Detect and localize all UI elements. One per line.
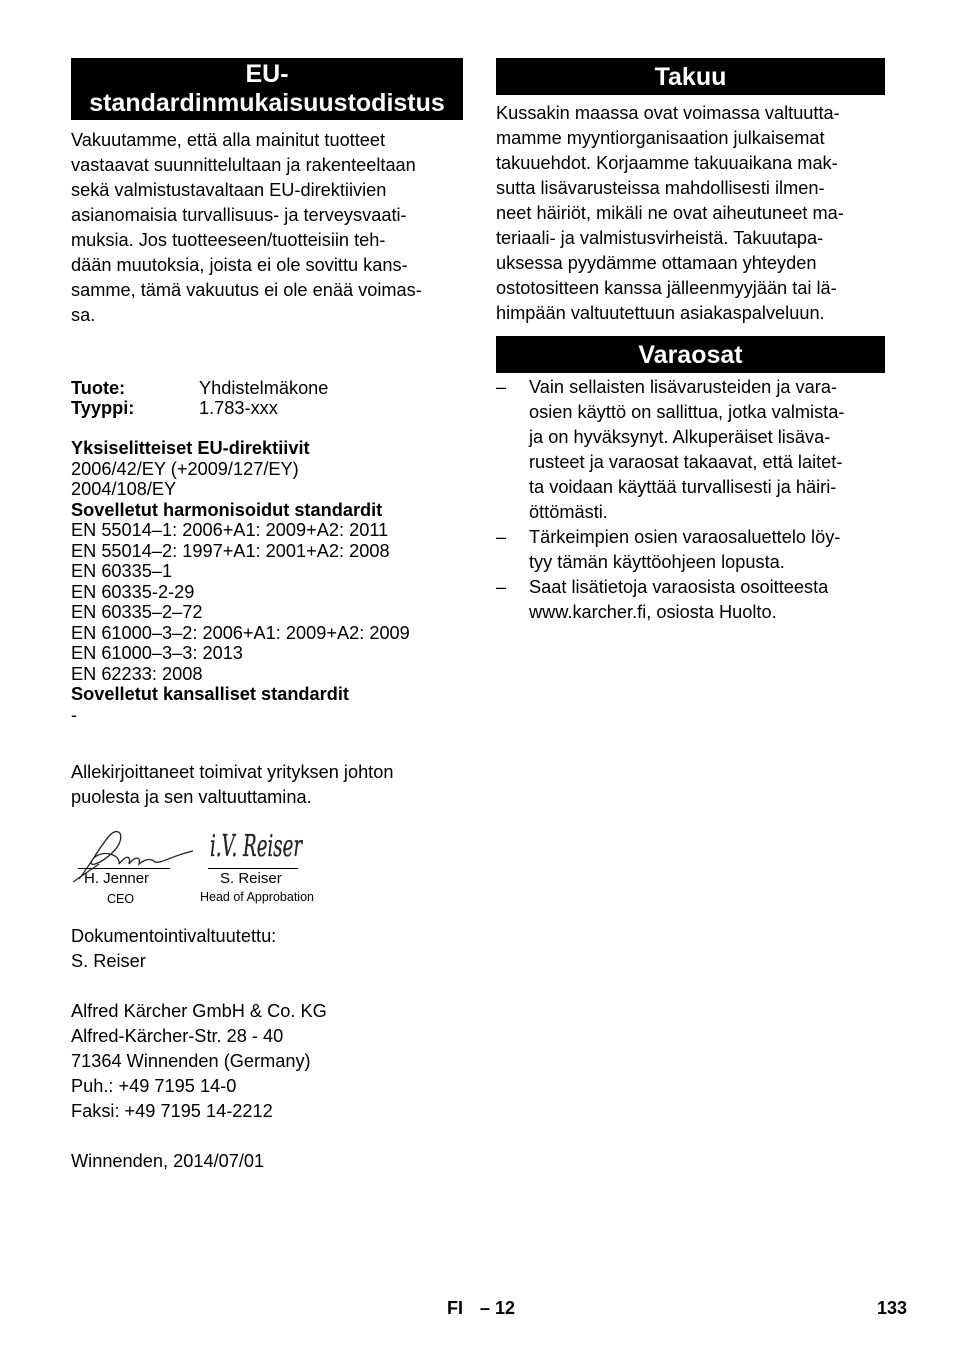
address-line: Puh.: +49 7195 14-0 [71, 1076, 237, 1096]
list-item [496, 575, 885, 625]
harmonised-item: EN 62233: 2008 [71, 663, 203, 684]
intro-line: asianomaisia turvallisuus- ja terveysvaati- [71, 205, 407, 225]
address-line: 71364 Winnenden (Germany) [71, 1051, 311, 1071]
list-dash: – [496, 577, 507, 597]
list-item-line: öttömästi. [529, 502, 608, 522]
signature-reiser-scribble: i.V. Reiser [210, 829, 303, 864]
list-item [496, 375, 885, 525]
signature-reiser-icon [208, 818, 318, 868]
harmonised-item: EN 61000–3–3: 2013 [71, 643, 243, 663]
intro-line: vastaavat suunnittelultaan ja rakenteeltaan [71, 155, 416, 175]
takuu-line: uksessa pyydämme ottamaan yhteyden [496, 253, 817, 273]
intro-line: sekä valmistustavaltaan EU-direktiivien [71, 180, 387, 200]
harmonised-item: EN 60335-2-29 [71, 581, 195, 602]
footer-section-page: – 12 [480, 1298, 516, 1318]
right-column [496, 58, 885, 625]
product-label: Tuote: [71, 378, 126, 398]
harmonised-item: EN 60335–1 [71, 561, 173, 581]
declaration-heading-line2: standardinmukaisuustodistus [89, 89, 445, 117]
directive-item: 2004/108/EY [71, 479, 177, 499]
takuu-line: neet häiriöt, mikäli ne ovat aiheutuneet ma- [496, 203, 844, 223]
declaration-heading-line1: EU- [245, 60, 289, 88]
intro-line: dään muutoksia, joista ei ole sovittu kans- [71, 255, 408, 275]
intro-line: Vakuutamme, että alla mainitut tuotteet [71, 130, 386, 150]
sig2-title: Head of Approbation [200, 890, 314, 904]
list-item-line: tyy tämän käyttöohjeen lopusta. [529, 552, 785, 572]
takuu-line: sutta lisävarusteissa mahdollisesti ilmen- [496, 178, 825, 198]
footer-page-number: 133 [877, 1298, 908, 1318]
standards-block [71, 438, 463, 725]
left-column [71, 58, 463, 1174]
directives-heading: Yksiselitteiset EU-direktiivit [71, 438, 310, 458]
harmonised-item: EN 55014–1: 2006+A1: 2009+A2: 2011 [71, 520, 389, 540]
harmonised-heading: Sovelletut harmonisoidut standardit [71, 499, 383, 520]
harmonised-item: EN 60335–2–72 [71, 602, 203, 622]
product-row [71, 378, 463, 398]
list-item-line: Vain sellaisten lisävarusteiden ja vara- [529, 377, 837, 397]
signature-block [71, 824, 463, 914]
list-item-line: ta voidaan käyttää turvallisesti ja häiri- [529, 477, 837, 497]
doc-label: Dokumentointivaltuutettu: [71, 926, 277, 946]
takuu-line: himpään valtuutettuun asiakaspalveluun. [496, 303, 825, 323]
declaration-heading [71, 58, 463, 120]
takuu-text [496, 101, 885, 326]
varaosat-heading: Varaosat [496, 336, 885, 373]
type-label: Tyyppi: [71, 398, 135, 418]
signature-line-reiser [208, 868, 298, 869]
list-item [496, 525, 885, 575]
signatories-text [71, 760, 463, 810]
type-row [71, 398, 463, 418]
intro-line: samme, tämä vakuutus ei ole enää voimas- [71, 280, 422, 300]
list-item-line: ja on hyväksynyt. Alkuperäiset lisäva- [529, 427, 831, 447]
declaration-intro [71, 128, 463, 328]
product-spec [71, 378, 463, 418]
national-heading: Sovelletut kansalliset standardit [71, 684, 349, 704]
doc-name: S. Reiser [71, 951, 146, 971]
list-item-line: Saat lisätietoja varaosista osoitteesta [529, 577, 829, 597]
signature-line-jenner [78, 868, 170, 869]
national-value: - [71, 704, 78, 725]
signatories-line: puolesta ja sen valtuuttamina. [71, 787, 312, 807]
takuu-line: ostotositteen kanssa jälleenmyyjään tai lä- [496, 278, 837, 298]
list-dash: – [496, 377, 507, 397]
intro-line: muksia. Jos tuotteeseen/tuotteisiin teh- [71, 230, 386, 250]
address-line: Faksi: +49 7195 14-2212 [71, 1101, 273, 1121]
sig2-name: S. Reiser [220, 870, 282, 887]
signatories-line: Allekirjoittaneet toimivat yrityksen johton [71, 762, 394, 782]
address-line: Alfred-Kärcher-Str. 28 - 40 [71, 1026, 284, 1046]
varaosat-list [496, 375, 885, 625]
footer-lang: FI [447, 1298, 463, 1318]
documentation-authority [71, 924, 463, 974]
list-dash: – [496, 527, 507, 547]
intro-line: sa. [71, 305, 96, 325]
sig1-title: CEO [107, 892, 135, 906]
sig1-name: H. Jenner [84, 870, 150, 887]
takuu-line: takuuehdot. Korjaamme takuuaikana mak- [496, 153, 838, 173]
type-value: 1.783-xxx [199, 398, 278, 418]
place-date: Winnenden, 2014/07/01 [71, 1151, 265, 1171]
company-address [71, 999, 463, 1124]
list-item-line: www.karcher.fi, osiosta Huolto. [529, 602, 777, 622]
harmonised-item: EN 61000–3–2: 2006+A1: 2009+A2: 2009 [71, 622, 410, 643]
takuu-line: mamme myyntiorganisaation julkaisemat [496, 128, 825, 148]
list-item-line: rusteet ja varaosat takaavat, että laitet- [529, 452, 843, 472]
product-value: Yhdistelmäkone [199, 378, 329, 398]
directive-item: 2006/42/EY (+2009/127/EY) [71, 458, 299, 479]
list-item-line: osien käyttö on sallittua, jotka valmista- [529, 402, 845, 422]
takuu-line: Kussakin maassa ovat voimassa valtuutta- [496, 103, 840, 123]
list-item-line: Tärkeimpien osien varaosaluettelo löy- [529, 527, 841, 547]
takuu-heading: Takuu [496, 58, 885, 95]
harmonised-item: EN 55014–2: 1997+A1: 2001+A2: 2008 [71, 540, 390, 561]
address-line: Alfred Kärcher GmbH & Co. KG [71, 1001, 327, 1021]
takuu-line: teriaali- ja valmistusvirheistä. Takuutapa- [496, 228, 824, 248]
